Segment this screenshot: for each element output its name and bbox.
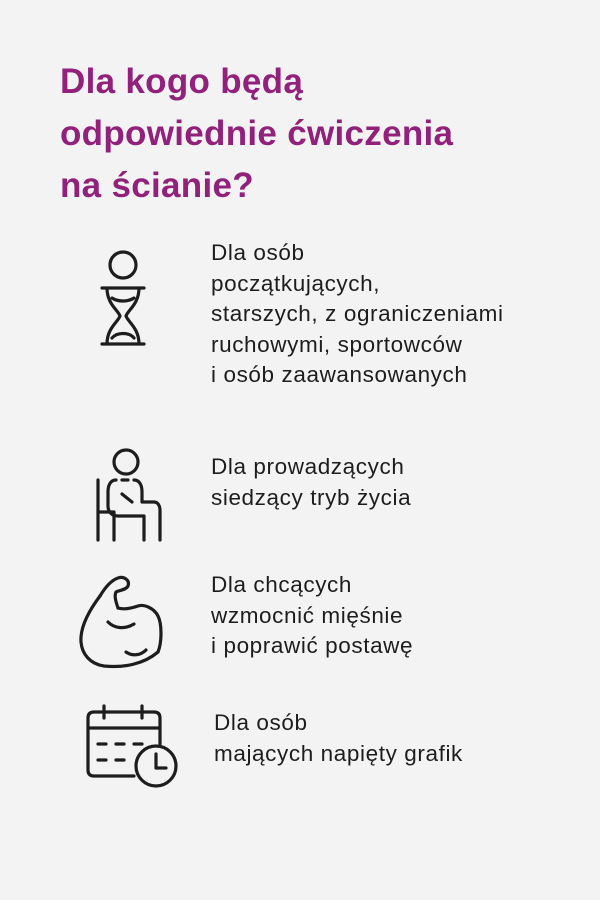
audience-item-line: ruchowymi, sportowców <box>211 331 463 357</box>
audience-item-text <box>211 570 413 662</box>
title-line: na ścianie? <box>60 166 254 205</box>
audience-item-text <box>211 452 411 513</box>
audience-item-line: Dla chcących <box>211 572 353 597</box>
audience-item-line: Dla osób <box>214 710 308 735</box>
audience-item-line: i poprawić postawę <box>211 633 414 658</box>
audience-item-line: Dla prowadzących <box>211 454 405 479</box>
audience-item-strength <box>0 570 600 680</box>
title-line: odpowiednie ćwiczenia <box>60 114 454 153</box>
audience-item-sedentary <box>0 452 600 552</box>
sitting-person-icon <box>92 446 164 546</box>
flexed-arm-icon <box>78 572 168 672</box>
audience-item-line: mających napięty grafik <box>214 740 463 766</box>
audience-item-busy-schedule <box>0 708 600 798</box>
audience-item-text <box>214 708 463 769</box>
hourglass-person-icon <box>96 246 152 350</box>
calendar-clock-icon <box>84 704 180 790</box>
audience-item-line: i osób zaawansowanych <box>211 362 468 387</box>
audience-item-line: początkujących, <box>211 270 381 296</box>
audience-item-line: starszych, z ograniczeniami <box>211 301 504 326</box>
audience-item-text <box>211 238 504 391</box>
audience-item-beginners <box>0 238 600 408</box>
audience-item-line: Dla osób <box>211 240 305 265</box>
audience-item-line: wzmocnić mięśnie <box>211 602 404 628</box>
title-line: Dla kogo będą <box>60 62 304 101</box>
page-title <box>60 56 580 212</box>
audience-item-line: siedzący tryb życia <box>211 484 412 510</box>
